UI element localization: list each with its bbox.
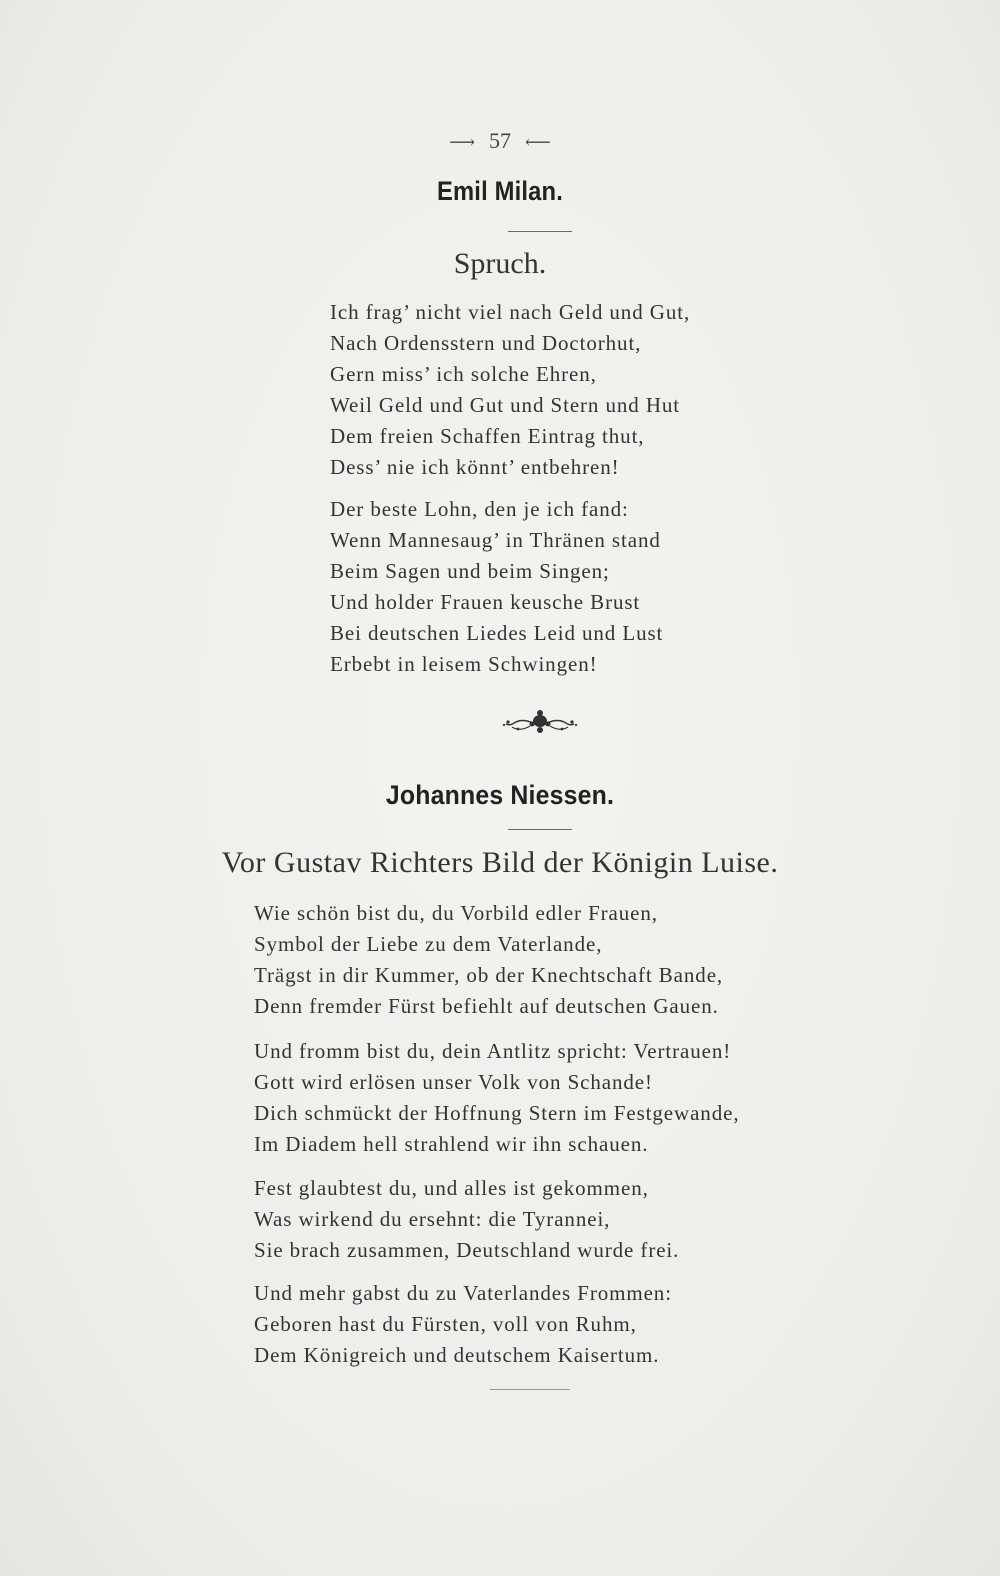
poem-line: Nach Ordensstern und Doctorhut, — [330, 331, 642, 355]
stanza-4 — [254, 1278, 672, 1371]
stanza-1 — [330, 297, 690, 483]
poem-line: Gern miss’ ich solche Ehren, — [330, 362, 597, 386]
poem-line: Dess’ nie ich könnt’ entbehren! — [330, 455, 620, 479]
stanza-2 — [254, 1036, 739, 1160]
poem-line: Der beste Lohn, den je ich fand: — [330, 497, 629, 521]
author-heading-milan: Emil Milan. — [436, 176, 564, 206]
poem-line: Geboren hast du Fürsten, voll von Ruhm, — [254, 1312, 637, 1336]
poem-line: Fest glaubtest du, und alles ist gekommen, — [254, 1176, 649, 1200]
poem-line: Gott wird erlösen unser Volk von Schande! — [254, 1070, 653, 1094]
section-divider — [508, 829, 572, 830]
poem-line: Im Diadem hell strahlend wir ihn schauen. — [254, 1132, 649, 1156]
stanza-2 — [330, 494, 663, 680]
poem-line: Sie brach zusammen, Deutschland wurde frei. — [254, 1238, 680, 1262]
poem-line: Und holder Frauen keusche Brust — [330, 590, 641, 614]
poem-line: Was wirkend du ersehnt: die Tyrannei, — [254, 1207, 611, 1231]
poem-line: Und mehr gabst du zu Vaterlandes Frommen: — [254, 1281, 672, 1305]
poem-line: Dem freien Schaffen Eintrag thut, — [330, 424, 645, 448]
floral-vignette-icon — [500, 708, 580, 738]
poem-line: Ich frag’ nicht viel nach Geld und Gut, — [330, 300, 691, 324]
end-rule — [490, 1389, 570, 1390]
left-dash-ornament: ⟶ — [449, 132, 475, 153]
poem-line: Wie schön bist du, du Vorbild edler Frauen, — [254, 901, 658, 925]
poem-line: Erbebt in leisem Schwingen! — [330, 652, 598, 676]
poem-line: Und fromm bist du, dein Antlitz spricht: Vertrauen! — [254, 1039, 732, 1063]
poem-line: Beim Sagen und beim Singen; — [330, 559, 610, 583]
stanza-3 — [254, 1173, 679, 1266]
poem-line: Trägst in dir Kummer, ob der Knechtschaft Bande, — [254, 963, 724, 987]
poem-line: Bei deutschen Liedes Leid und Lust — [330, 621, 664, 645]
right-dash-ornament: ⟵ — [525, 132, 551, 153]
stanza-1 — [254, 898, 723, 1022]
poem-line: Dem Königreich und deutschem Kaisertum. — [254, 1343, 660, 1367]
section-divider — [508, 231, 572, 232]
page-number: 57 — [489, 128, 511, 153]
poem-line: Denn fremder Fürst befiehlt auf deutschen Gauen. — [254, 994, 719, 1018]
poem-title-luise: Vor Gustav Richters Bild der Königin Luise. — [221, 846, 779, 879]
author-heading-niessen: Johannes Niessen. — [385, 780, 615, 810]
poem-line: Weil Geld und Gut und Stern und Hut — [330, 393, 681, 417]
page-number-line — [0, 128, 1000, 154]
poem-line: Dich schmückt der Hoffnung Stern im Festgewande, — [254, 1101, 740, 1125]
poem-line: Symbol der Liebe zu dem Vaterlande, — [254, 932, 603, 956]
poem-title-spruch: Spruch. — [453, 247, 547, 280]
poem-line: Wenn Mannesaug’ in Thränen stand — [330, 528, 661, 552]
